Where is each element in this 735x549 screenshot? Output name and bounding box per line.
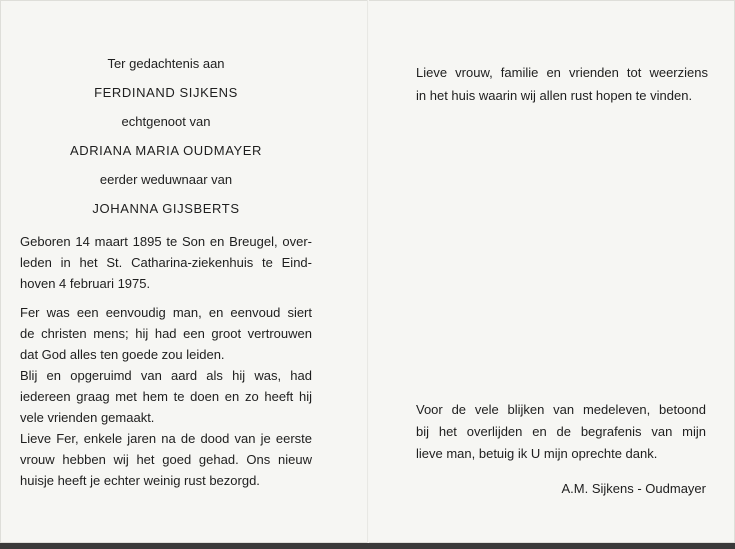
spouse-name: ADRIANA MARIA OUDMAYER xyxy=(69,143,263,158)
text-line: in het huis waarin wij allen rust hopen te vinden. xyxy=(416,88,693,103)
text-line: iedereen graag met hem te doen en zo heeft hij xyxy=(20,389,312,404)
intro-text: Ter gedachtenis aan xyxy=(107,56,225,71)
scan-bottom-edge xyxy=(0,543,735,549)
text-line: Fer was een eenvoudig man, en eenvoud siert xyxy=(20,305,312,320)
farewell-paragraph xyxy=(20,428,312,491)
text-line: Blij en opgeruimd van aard als hij was, had xyxy=(20,368,312,383)
friends-paragraph xyxy=(20,365,312,428)
spouse-intro: echtgenoot van xyxy=(121,114,211,129)
text-line: dat God alles ten goede zou leiden. xyxy=(20,347,225,362)
text-line: de christen mens; hij had een groot vertrouwen xyxy=(20,326,312,341)
text-line: Lieve Fer, enkele jaren na de dood van je eerste xyxy=(20,431,312,446)
left-panel xyxy=(20,56,312,491)
right-top-verse xyxy=(416,61,708,107)
text-line: bij het overlijden en de begrafenis van mijn xyxy=(416,424,706,439)
text-line: vrouw hebben wij het goed gehad. Ons nieuw xyxy=(20,452,312,467)
text-line: Lieve vrouw, familie en vrienden tot weerziens xyxy=(416,65,708,80)
character-paragraph xyxy=(20,302,312,365)
text-line: lieve man, betuig ik U mijn oprechte dank. xyxy=(416,446,658,461)
text-line: vele vrienden gemaakt. xyxy=(20,410,155,425)
thanks-paragraph xyxy=(416,399,706,465)
former-intro: eerder weduwnaar van xyxy=(99,172,233,187)
text-line: Geboren 14 maart 1895 te Son en Breugel, over- xyxy=(20,234,312,249)
text-line: hoven 4 februari 1975. xyxy=(20,276,151,291)
text-line: leden in het St. Catharina-ziekenhuis te Eind- xyxy=(20,255,312,270)
text-line: Voor de vele blijken van medeleven, betoond xyxy=(416,402,706,417)
former-spouse-name: JOHANNA GIJSBERTS xyxy=(92,201,240,216)
card-fold xyxy=(367,0,369,543)
signature: A.M. Sijkens - Oudmayer xyxy=(561,481,706,496)
birth-death-paragraph xyxy=(20,231,312,294)
deceased-name: FERDINAND SIJKENS xyxy=(94,85,238,100)
text-line: huisje heeft je echter weinig rust bezorgd. xyxy=(20,473,260,488)
